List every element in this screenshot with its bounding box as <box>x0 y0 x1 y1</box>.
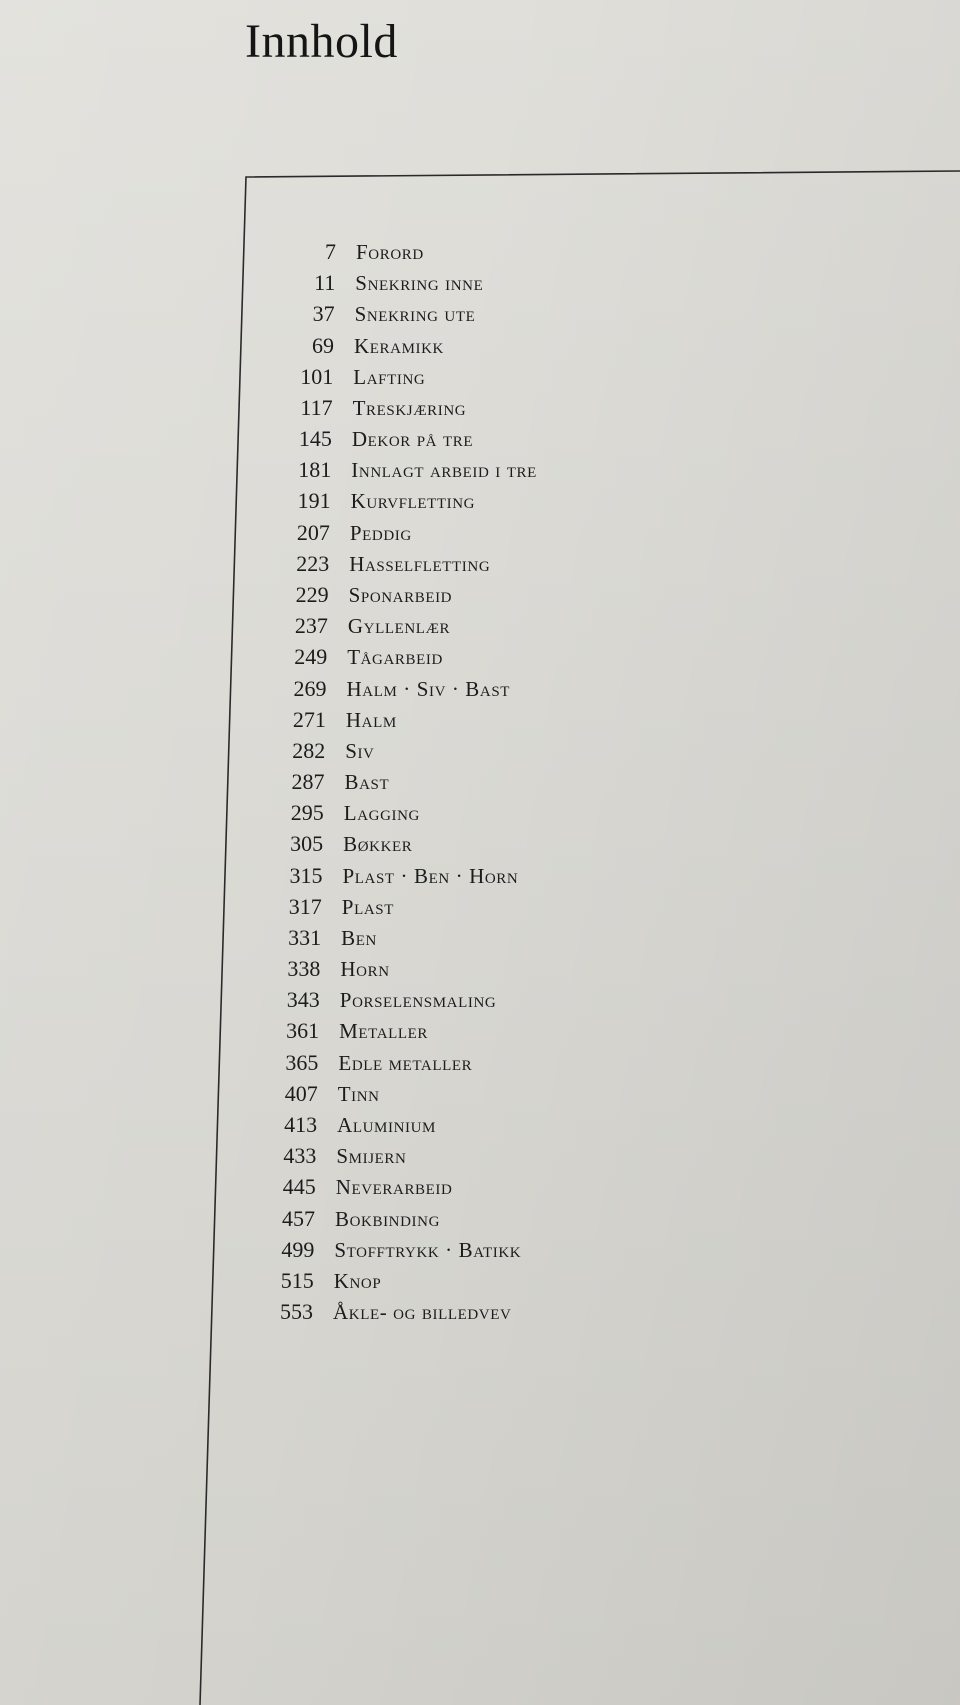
toc-chapter-title: Tågarbeid <box>347 645 443 670</box>
toc-entry <box>255 1016 428 1046</box>
toc-chapter-title: Aluminium <box>337 1112 436 1137</box>
toc-page-number: 7 <box>325 239 336 264</box>
toc-chapter-title: Forord <box>356 240 424 264</box>
toc-chapter-title: Neverarbeid <box>335 1175 453 1200</box>
toc-entry <box>257 923 377 953</box>
toc-page-number: 553 <box>280 1299 313 1324</box>
toc-entry <box>258 892 394 922</box>
toc-page-number: 269 <box>293 675 327 701</box>
toc-chapter-title: Gyllenlær <box>347 614 451 639</box>
toc-chapter-title: Edle metaller <box>338 1050 473 1075</box>
toc-entry <box>259 829 412 859</box>
toc-entry <box>259 861 519 891</box>
toc-page-number: 101 <box>300 363 334 389</box>
toc-chapter-title: Ben <box>341 925 377 950</box>
toc-entry <box>252 1141 406 1171</box>
page-title: Innhold <box>245 15 398 68</box>
toc-chapter-title: Plast <box>341 894 394 919</box>
toc-page-number: 499 <box>281 1236 315 1262</box>
toc-page-number: 515 <box>280 1267 314 1293</box>
toc-page-number: 145 <box>298 426 332 452</box>
toc-page-number: 338 <box>287 956 321 982</box>
toc-page-number: 223 <box>296 550 330 576</box>
toc-page-number: 457 <box>282 1205 315 1231</box>
toc-chapter-title: Dekor på tre <box>351 427 474 452</box>
toc-entry <box>272 237 424 267</box>
toc-chapter-title: Hasselfletting <box>349 551 491 576</box>
toc-page-number: 407 <box>284 1080 318 1106</box>
toc-entry <box>269 362 425 392</box>
toc-page-number: 305 <box>290 831 324 857</box>
toc-chapter-title: Bokbinding <box>335 1206 440 1231</box>
toc-entry <box>250 1266 382 1296</box>
toc-entry <box>253 1110 436 1140</box>
toc-page-number: 37 <box>312 301 335 327</box>
toc-page-number: 433 <box>283 1143 317 1169</box>
toc-chapter-title: Halm <box>345 707 397 732</box>
toc-chapter-title: Snekring inne <box>355 271 484 296</box>
toc-chapter-title: Porselensmaling <box>339 988 497 1013</box>
toc-page-number: 331 <box>288 924 322 950</box>
toc-entry <box>264 611 450 641</box>
toc-page-number: 237 <box>294 613 328 639</box>
toc-page-number: 365 <box>285 1049 319 1075</box>
toc-chapter-title: Sponarbeid <box>348 582 453 607</box>
toc-entry <box>261 736 374 766</box>
toc-entry <box>254 1079 380 1109</box>
toc-page-number: 191 <box>297 488 331 514</box>
toc-entry <box>256 954 389 984</box>
toc-page-number: 282 <box>292 737 326 763</box>
toc-page-number: 287 <box>291 769 325 794</box>
toc-page-number: 181 <box>298 457 332 483</box>
toc-entry <box>262 705 397 735</box>
toc-entry <box>250 1235 521 1265</box>
toc-page-number: 229 <box>295 581 329 607</box>
toc-entry <box>254 1048 472 1078</box>
toc-chapter-title: Halm · Siv · Bast <box>346 676 511 701</box>
toc-page-number: 249 <box>294 644 328 670</box>
toc-page-number: 317 <box>288 893 322 919</box>
toc-page-number: 69 <box>312 332 334 358</box>
toc-page-number: 295 <box>290 800 324 826</box>
toc-entry <box>252 1172 453 1202</box>
toc-entry <box>265 549 490 579</box>
toc-entry <box>268 424 473 454</box>
toc-entry <box>261 767 390 797</box>
toc-entry <box>271 268 483 298</box>
toc-chapter-title: Lagging <box>343 801 420 826</box>
toc-chapter-title: Knop <box>333 1268 382 1293</box>
toc-chapter-title: Keramikk <box>354 333 444 358</box>
toc-entry <box>256 985 497 1015</box>
toc-chapter-title: Treskjæring <box>352 395 467 420</box>
toc-entry <box>260 798 420 828</box>
toc-chapter-title: Horn <box>340 957 390 982</box>
toc-entry <box>263 642 443 672</box>
toc-page-number: 315 <box>289 862 323 888</box>
toc-page-number: 117 <box>300 394 333 420</box>
toc-chapter-title: Smijern <box>336 1144 407 1169</box>
toc-entry <box>267 455 537 485</box>
toc-entry <box>266 518 412 548</box>
toc-chapter-title: Åkle- og billedvev <box>333 1300 512 1324</box>
toc-entry <box>271 299 476 329</box>
toc-page-number: 445 <box>282 1174 316 1200</box>
toc-page-number: 11 <box>314 270 336 296</box>
toc-entry <box>267 486 476 516</box>
toc-entry <box>251 1204 440 1234</box>
toc-page-number: 271 <box>292 706 326 732</box>
toc-entry <box>270 331 444 361</box>
toc-chapter-title: Stofftrykk · Batikk <box>334 1237 522 1262</box>
toc-chapter-title: Plast · Ben · Horn <box>342 863 519 888</box>
toc-chapter-title: Siv <box>345 738 375 763</box>
toc-chapter-title: Kurvfletting <box>350 489 476 514</box>
toc-chapter-title: Innlagt arbeid i tre <box>351 458 537 483</box>
toc-page-number: 361 <box>286 1018 320 1044</box>
toc-entry <box>263 674 511 704</box>
toc-chapter-title: Metaller <box>339 1019 429 1044</box>
toc-chapter-title: Peddig <box>349 520 412 545</box>
toc-chapter-title: Bast <box>344 770 390 794</box>
toc-chapter-title: Lafting <box>353 364 426 389</box>
toc-entry <box>265 580 453 610</box>
toc-entry <box>269 393 467 423</box>
toc-chapter-title: Bøkker <box>343 832 413 857</box>
toc-page-number: 413 <box>284 1111 318 1137</box>
toc-page-number: 207 <box>296 519 330 545</box>
toc-entry <box>249 1297 511 1327</box>
toc-chapter-title: Snekring ute <box>354 302 476 327</box>
toc-chapter-title: Tinn <box>337 1081 380 1106</box>
toc-page-number: 343 <box>286 987 320 1013</box>
